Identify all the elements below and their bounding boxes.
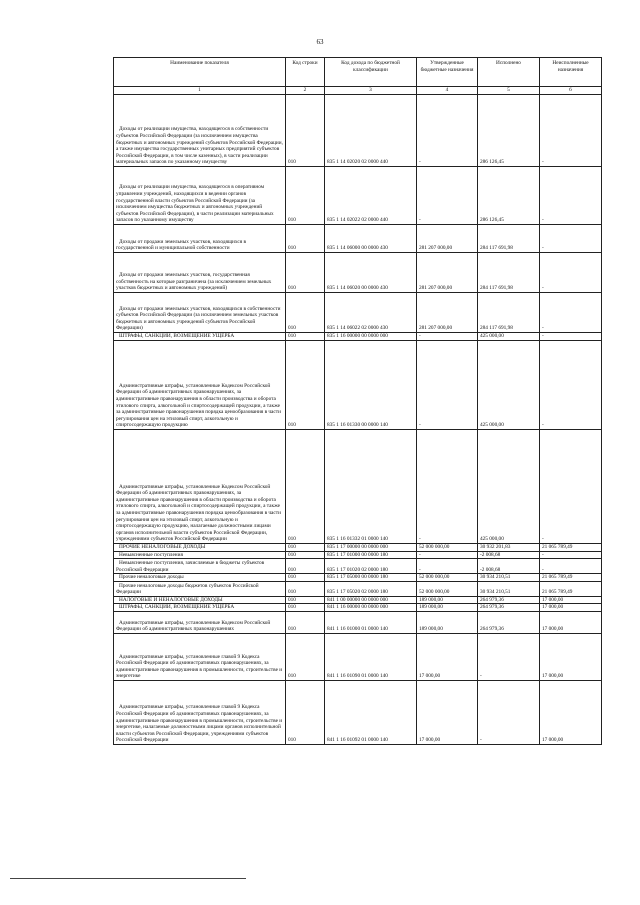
row-name-cell: Административные штрафы, установленные главой 9 Кодекса Российской Федерации об административных правонарушениях, за административные правонарушения в промышленности, строительстве и энергетике (114, 633, 286, 680)
row-approved-cell: 189 000,00 (417, 596, 478, 604)
table-row (114, 293, 602, 333)
row-budget-code-cell: 835 1 14 02022 02 0000 440 (325, 167, 417, 225)
table-row (114, 333, 602, 341)
row-budget-code-cell: 835 1 16 00000 00 0000 000 (325, 333, 417, 341)
row-line-code-cell: 010 (286, 95, 325, 167)
row-unexecuted-cell: - (540, 95, 602, 167)
table-row (114, 341, 602, 430)
table-row (114, 633, 602, 680)
row-executed-cell: 284 117 691,98 (478, 225, 540, 253)
row-line-code-cell: 010 (286, 611, 325, 633)
row-line-code-cell: 010 (286, 604, 325, 612)
row-approved-cell: 52 000 000,00 (417, 544, 478, 552)
row-approved-cell: - (417, 167, 478, 225)
row-line-code-cell: 010 (286, 293, 325, 333)
row-name-cell: Административные штрафы, установленные Кодексом Российской Федерации об административных правонарушениях, за административные правонарушения в области производства и оборота этилового спирта, алкогольной и спиртосодержащей продукции, а также за административные правонарушения порядка ценообразования в части регулирования цен на этиловый спирт, алкогольную и спиртосодержащую продукцию (114, 341, 286, 430)
column-number: 2 (286, 87, 325, 95)
row-line-code-cell: 010 (286, 225, 325, 253)
row-executed-cell: 264 979,36 (478, 596, 540, 604)
footer-divider (10, 878, 246, 879)
row-unexecuted-cell: 17 000,00 (540, 611, 602, 633)
row-name-cell: Доходы от реализации имущества, находящегося в оперативном управлении учреждений, находящихся в ведении органов государственной власти субъектов Российской Федерации (за исключением имущества бюджетных и автономных учреждений субъектов Российской Федерации), в части реализации материальных запасов по указанному имуществу (114, 167, 286, 225)
column-number: 6 (540, 87, 602, 95)
table-row (114, 167, 602, 225)
row-unexecuted-cell: - (540, 167, 602, 225)
row-line-code-cell: 010 (286, 430, 325, 544)
row-name-cell: Прочие неналоговые доходы (114, 574, 286, 582)
income-report-table (113, 57, 602, 745)
row-name-cell: НАЛОГОВЫЕ И НЕНАЛОГОВЫЕ ДОХОДЫ (114, 596, 286, 604)
column-number: 1 (114, 87, 286, 95)
row-budget-code-cell: 835 1 14 02020 02 0000 440 (325, 95, 417, 167)
row-approved-cell: - (417, 95, 478, 167)
row-name-cell: Доходы от продажи земельных участков, находящихся в государственной и муниципальной собственности (114, 225, 286, 253)
row-line-code-cell: 010 (286, 596, 325, 604)
row-unexecuted-cell: - (540, 430, 602, 544)
table-row (114, 611, 602, 633)
column-number-row (114, 87, 602, 95)
header-executed: Исполнено (478, 58, 540, 87)
row-budget-code-cell: 835 1 14 06000 00 0000 430 (325, 225, 417, 253)
row-executed-cell: 284 117 691,98 (478, 253, 540, 293)
header-budget-code: Код дохода по бюджетной классификации (325, 58, 417, 87)
row-approved-cell: - (417, 559, 478, 574)
row-approved-cell: 189 000,00 (417, 611, 478, 633)
row-budget-code-cell: 835 1 16 01330 00 0000 140 (325, 341, 417, 430)
table-row (114, 559, 602, 574)
table-row (114, 604, 602, 612)
row-budget-code-cell: 841 1 16 01090 01 0000 140 (325, 633, 417, 680)
row-approved-cell: 281 207 000,00 (417, 225, 478, 253)
row-approved-cell: - (417, 551, 478, 559)
row-budget-code-cell: 841 1 00 00000 00 0000 000 (325, 596, 417, 604)
row-unexecuted-cell: 21 065 789,49 (540, 544, 602, 552)
row-executed-cell: -2 008,68 (478, 559, 540, 574)
row-approved-cell: 52 000 000,00 (417, 581, 478, 596)
row-budget-code-cell: 835 1 16 01332 01 0000 140 (325, 430, 417, 544)
row-approved-cell: 281 207 000,00 (417, 253, 478, 293)
row-executed-cell: 425 000,00 (478, 430, 540, 544)
row-name-cell: Доходы от реализации имущества, находящегося в собственности субъектов Российской Федерации (за исключением имущества бюджетных и автономных учреждений субъектов Российской Федерации, а также имущества государственных унитарных предприятий субъектов Российской Федерации, в том числе казенных), в части реализации материальных запасов по указанному имуществу (114, 95, 286, 167)
row-unexecuted-cell: - (540, 293, 602, 333)
row-executed-cell: -2 008,68 (478, 551, 540, 559)
row-name-cell: Доходы от продажи земельных участков, находящихся в собственности субъектов Российской Федерации (за исключением земельных участков бюджетных и автономных учреждений субъектов Российской Федерации) (114, 293, 286, 333)
row-unexecuted-cell: 17 000,00 (540, 680, 602, 744)
row-budget-code-cell: 835 1 17 05000 00 0000 180 (325, 574, 417, 582)
row-executed-cell: - (478, 633, 540, 680)
row-approved-cell: 17 000,00 (417, 680, 478, 744)
row-unexecuted-cell: 17 000,00 (540, 596, 602, 604)
table-row (114, 225, 602, 253)
row-unexecuted-cell: - (540, 225, 602, 253)
row-budget-code-cell: 841 1 16 00000 00 0000 000 (325, 604, 417, 612)
row-unexecuted-cell: - (540, 341, 602, 430)
row-approved-cell: 17 000,00 (417, 633, 478, 680)
row-executed-cell: 286 126,45 (478, 95, 540, 167)
row-line-code-cell: 010 (286, 559, 325, 574)
table-row (114, 581, 602, 596)
row-name-cell: ШТРАФЫ, САНКЦИИ, ВОЗМЕЩЕНИЕ УЩЕРБА (114, 604, 286, 612)
row-unexecuted-cell: 17 000,00 (540, 604, 602, 612)
header-line-code: Код строки (286, 58, 325, 87)
row-unexecuted-cell: 21 065 789,49 (540, 574, 602, 582)
row-approved-cell: - (417, 430, 478, 544)
row-unexecuted-cell: 21 065 789,49 (540, 581, 602, 596)
row-executed-cell: 284 117 691,98 (478, 293, 540, 333)
row-budget-code-cell: 841 1 16 01000 01 0000 140 (325, 611, 417, 633)
header-approved: Утвержденные бюджетные назначения (417, 58, 478, 87)
row-budget-code-cell: 835 1 17 01020 02 0000 180 (325, 559, 417, 574)
row-budget-code-cell: 835 1 17 00000 00 0000 000 (325, 544, 417, 552)
row-budget-code-cell: 835 1 14 06022 02 0000 430 (325, 293, 417, 333)
row-line-code-cell: 010 (286, 551, 325, 559)
row-budget-code-cell: 841 1 16 01092 01 0000 140 (325, 680, 417, 744)
row-line-code-cell: 010 (286, 253, 325, 293)
table-row (114, 95, 602, 167)
row-unexecuted-cell: - (540, 253, 602, 293)
row-approved-cell: - (417, 333, 478, 341)
row-budget-code-cell: 835 1 17 05020 02 0000 180 (325, 581, 417, 596)
row-budget-code-cell: 835 1 17 01000 00 0000 180 (325, 551, 417, 559)
row-name-cell: Невыясненные поступления, зачисляемые в бюджеты субъектов Российской Федерации (114, 559, 286, 574)
row-executed-cell: 30 934 210,51 (478, 574, 540, 582)
row-executed-cell: 425 000,00 (478, 333, 540, 341)
page-number: 63 (316, 38, 324, 46)
table-row (114, 253, 602, 293)
row-unexecuted-cell: - (540, 333, 602, 341)
table-row (114, 596, 602, 604)
row-name-cell: Административные штрафы, установленные Кодексом Российской Федерации об административных правонарушениях (114, 611, 286, 633)
header-name: Наименование показателя (114, 58, 286, 87)
row-approved-cell: 52 000 000,00 (417, 574, 478, 582)
row-line-code-cell: 010 (286, 167, 325, 225)
row-executed-cell: 264 979,36 (478, 604, 540, 612)
row-line-code-cell: 010 (286, 574, 325, 582)
row-approved-cell: - (417, 341, 478, 430)
row-name-cell: ПРОЧИЕ НЕНАЛОГОВЫЕ ДОХОДЫ (114, 544, 286, 552)
row-name-cell: Административные штрафы, установленные главой 9 Кодекса Российской Федерации об административных правонарушениях, за административные правонарушения в промышленности, строительстве и энергетике, налагаемые должностными лицами органов исполнительной власти субъектов Российской Федерации, учреждениями субъектов Российской Федерации (114, 680, 286, 744)
row-approved-cell: 281 207 000,00 (417, 293, 478, 333)
table-row (114, 551, 602, 559)
row-line-code-cell: 010 (286, 341, 325, 430)
column-number: 3 (325, 87, 417, 95)
row-unexecuted-cell: - (540, 551, 602, 559)
row-name-cell: Невыясненные поступления (114, 551, 286, 559)
column-number: 5 (478, 87, 540, 95)
table-row (114, 680, 602, 744)
row-name-cell: ШТРАФЫ, САНКЦИИ, ВОЗМЕЩЕНИЕ УЩЕРБА (114, 333, 286, 341)
row-line-code-cell: 010 (286, 680, 325, 744)
table-row (114, 574, 602, 582)
row-name-cell: Доходы от продажи земельных участков, государственная собственность на которые разграничена (за исключением земельных участков бюджетных и автономных учреждений) (114, 253, 286, 293)
row-budget-code-cell: 835 1 14 06020 00 0000 430 (325, 253, 417, 293)
row-executed-cell: 425 000,00 (478, 341, 540, 430)
row-line-code-cell: 010 (286, 333, 325, 341)
table-row (114, 544, 602, 552)
row-name-cell: Административные штрафы, установленные Кодексом Российской Федерации об административных правонарушениях, за административные правонарушения в области производства и оборота этилового спирта, алкогольной и спиртосодержащей продукции, а также за административные правонарушения порядка ценообразования в части регулирования цен на этиловый спирт, алкогольную и спиртосодержащую продукцию, налагаемые должностными лицами органов исполнительной власти субъектов Российской Федерации, учреждениями субъектов Российской Федерации (114, 430, 286, 544)
row-approved-cell: 189 000,00 (417, 604, 478, 612)
column-number: 4 (417, 87, 478, 95)
table-body (114, 95, 602, 745)
row-line-code-cell: 010 (286, 633, 325, 680)
row-name-cell: Прочие неналоговые доходы бюджетов субъектов Российской Федерации (114, 581, 286, 596)
row-unexecuted-cell: 17 000,00 (540, 633, 602, 680)
row-line-code-cell: 010 (286, 544, 325, 552)
row-line-code-cell: 010 (286, 581, 325, 596)
row-executed-cell: 264 979,36 (478, 611, 540, 633)
row-executed-cell: 30 932 201,83 (478, 544, 540, 552)
row-executed-cell: 286 126,45 (478, 167, 540, 225)
row-unexecuted-cell: - (540, 559, 602, 574)
row-executed-cell: - (478, 680, 540, 744)
row-executed-cell: 30 934 210,51 (478, 581, 540, 596)
header-unexecuted: Неисполненные назначения (540, 58, 602, 87)
table-row (114, 430, 602, 544)
table-header-row (114, 58, 602, 87)
